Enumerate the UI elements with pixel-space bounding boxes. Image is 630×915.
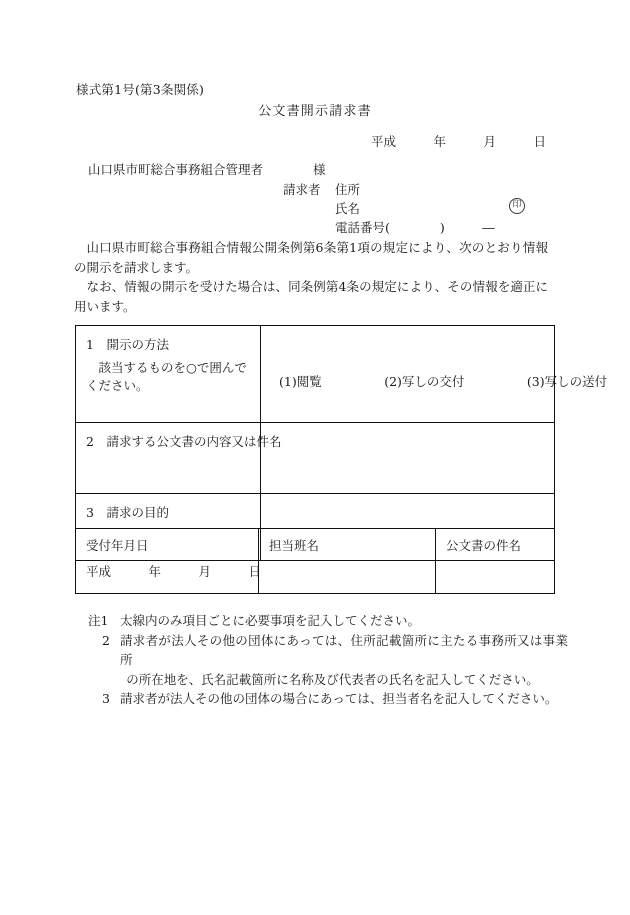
form-code: 様式第1号(第3条関係)	[76, 82, 205, 97]
note-1-number: 注1	[88, 613, 109, 628]
note-2-number: 2	[102, 632, 110, 648]
document-content-label-cell	[76, 423, 282, 494]
table-row-document-content	[76, 423, 555, 494]
row-2-label: 請求する公文書の内容又は件名	[106, 434, 282, 449]
address-label: 住所	[335, 182, 361, 197]
request-table	[75, 325, 608, 561]
row-1-number: 1	[86, 337, 94, 352]
notes-section	[88, 611, 568, 709]
team-name-label: 担当班名	[269, 538, 320, 553]
office-use-table	[75, 528, 555, 594]
requester-phone-row	[283, 218, 495, 237]
document-date-line: 平成 年 月 日	[370, 134, 546, 149]
requester-block	[283, 180, 495, 237]
office-use-row	[76, 529, 555, 594]
seal-mark-label: 印	[509, 198, 525, 214]
note-3-number: 3	[102, 691, 110, 706]
disclosure-method-options[interactable]: (1)閲覧 (2)写しの交付 (3)写しの送付	[279, 373, 608, 389]
note-item-3	[88, 689, 568, 709]
note-1-text: 太線内のみ項目ごとに必要事項を記入してください。	[120, 613, 421, 628]
row-3-number: 3	[86, 505, 94, 520]
row-3-label: 請求の目的	[106, 505, 169, 520]
row-1-sublabel: 該当するものを○で囲んでください。	[86, 360, 247, 393]
requester-name-row	[283, 199, 495, 218]
requester-address-row	[283, 180, 495, 199]
table-row-disclosure-method	[76, 326, 555, 423]
receipt-date-cell[interactable]	[76, 529, 262, 594]
name-label: 氏名	[335, 201, 361, 216]
receipt-date-label: 受付年月日	[86, 538, 149, 553]
note-item-1	[88, 611, 568, 631]
disclosure-method-label-cell	[76, 326, 261, 423]
requester-heading: 請求者	[283, 182, 321, 197]
body-paragraph-2: なお、情報の開示を受けた場合は、同条例第4条の規定により、その情報を適正に用います。	[74, 279, 548, 314]
seal-icon	[509, 197, 525, 214]
note-item-2	[88, 631, 568, 690]
row-2-number: 2	[86, 434, 94, 449]
body-paragraph-1: 山口県市町総合事務組合情報公開条例第6条第1項の規定により、次のとおり情報の開示を請求します。	[74, 240, 548, 275]
note-2-line-1: 請求者が法人その他の団体にあっては、住所記載箇所に主たる事務所又は事業所	[120, 632, 568, 667]
phone-label: 電話番号( ) ―	[335, 220, 495, 235]
addressee-line: 山口県市町総合事務組合管理者 様	[88, 162, 326, 177]
body-text	[74, 238, 548, 316]
document-title-cell[interactable]	[436, 529, 555, 594]
row-3-title	[86, 503, 252, 522]
page-title: 公文書開示請求書	[258, 104, 372, 119]
row-1-label: 開示の方法	[106, 337, 169, 352]
document-title-label: 公文書の件名	[446, 538, 522, 553]
receipt-date-value: 平成 年 月 日	[86, 564, 262, 579]
disclosure-method-options-cell[interactable]	[261, 326, 608, 423]
document-content-input-cell[interactable]	[261, 423, 555, 494]
note-2-text	[120, 631, 568, 690]
row-1-title	[86, 335, 252, 354]
note-2-line-2: の所在地を、氏名記載箇所に名称及び代表者の氏名を記入してください。	[126, 671, 539, 687]
note-3-text: 請求者が法人その他の団体の場合にあっては、担当者名を記入してください。	[120, 691, 558, 706]
team-name-cell[interactable]	[259, 529, 436, 594]
row-2-title	[86, 432, 282, 451]
